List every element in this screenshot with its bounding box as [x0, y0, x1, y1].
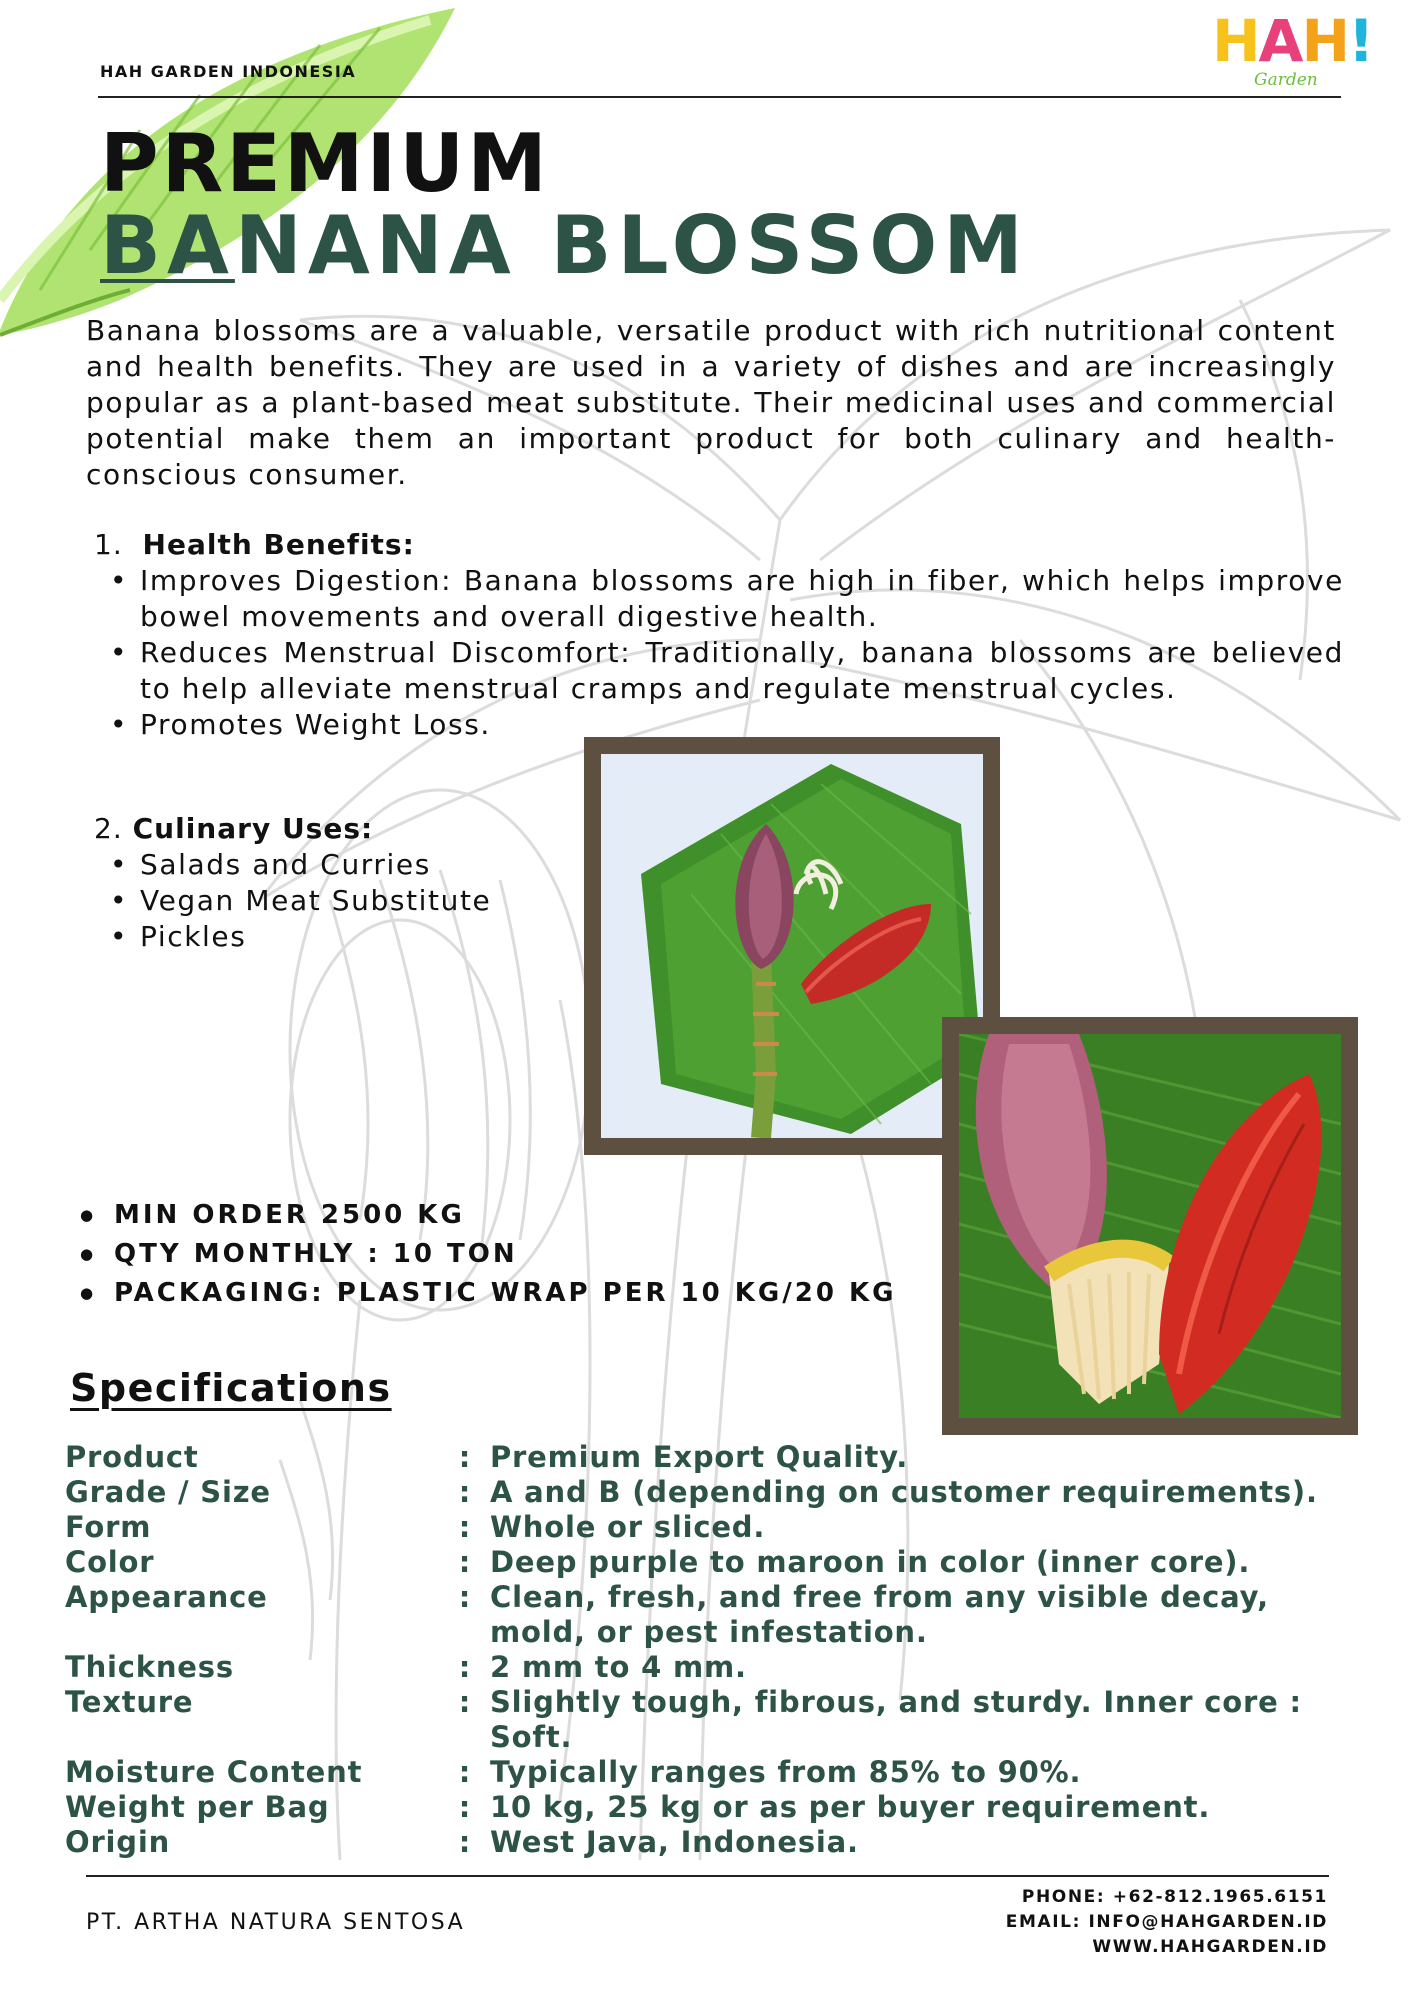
- spec-value: Clean, fresh, and free from any visible decay, mold, or pest infestation.: [490, 1580, 1269, 1649]
- health-benefits-list: [88, 563, 1344, 743]
- spec-separator: :: [458, 1545, 472, 1579]
- spec-row: [65, 1650, 1355, 1685]
- section-number: 1.: [94, 528, 123, 561]
- spec-value: Slightly tough, fibrous, and sturdy. Inner core : Soft.: [490, 1685, 1302, 1754]
- spec-key: Moisture Content: [65, 1755, 363, 1789]
- section-heading: [94, 527, 1344, 563]
- spec-value: 10 kg, 25 kg or as per buyer requirement.: [490, 1790, 1211, 1824]
- photo-banana-blossom-closeup: [942, 1017, 1358, 1435]
- photo-banana-blossom-on-leaf: [584, 737, 1000, 1155]
- banana-blossom-closeup-image: [959, 1034, 1341, 1418]
- section-title: Culinary Uses:: [132, 812, 374, 845]
- footer-email: EMAIL: INFO@HAHGARDEN.ID: [1005, 1912, 1328, 1932]
- spec-key: Product: [65, 1440, 199, 1474]
- footer-divider: [86, 1875, 1329, 1877]
- spec-row: [65, 1790, 1355, 1825]
- specifications-table: [65, 1440, 1355, 1860]
- monthly-quantity: ● QTY MONTHLY : 10 TON: [80, 1235, 896, 1274]
- footer-contact: [900, 1885, 1328, 1960]
- spec-key: Color: [65, 1545, 155, 1579]
- spec-key: Weight per Bag: [65, 1790, 330, 1824]
- list-item: • Improves Digestion: Banana blossoms are high in fiber, which helps improve bowel movements and overall digestive health.: [88, 563, 1344, 635]
- footer-website: WWW.HAHGARDEN.ID: [1092, 1937, 1328, 1957]
- spec-row: [65, 1510, 1355, 1545]
- culinary-uses-section: [94, 811, 614, 955]
- spec-value: West Java, Indonesia.: [490, 1825, 859, 1859]
- header-divider: [98, 96, 1341, 98]
- spec-key: Form: [65, 1510, 152, 1544]
- title-line-banana-blossom: [100, 200, 1029, 292]
- order-info-list: [80, 1196, 896, 1313]
- list-item: • Promotes Weight Loss.: [88, 707, 1344, 743]
- spec-separator: :: [458, 1790, 472, 1824]
- packaging-info: ● PACKAGING: PLASTIC WRAP PER 10 KG/20 KG: [80, 1274, 896, 1313]
- title-rest: NANA BLOSSOM: [234, 199, 1029, 292]
- spec-separator: :: [458, 1650, 472, 1684]
- list-item: • Vegan Meat Substitute: [88, 883, 614, 919]
- health-benefits-section: [94, 527, 1344, 743]
- culinary-uses-list: [88, 847, 614, 955]
- spec-separator: :: [458, 1510, 472, 1544]
- spec-row: [65, 1685, 1355, 1755]
- spec-value: 2 mm to 4 mm.: [490, 1650, 747, 1684]
- logo-subtext: Garden: [1254, 70, 1318, 90]
- spec-separator: :: [458, 1580, 472, 1614]
- spec-key: Grade / Size: [65, 1475, 271, 1509]
- list-item: • Salads and Curries: [88, 847, 614, 883]
- spec-value: A and B (depending on customer requirements).: [490, 1475, 1318, 1509]
- intro-paragraph: Banana blossoms are a valuable, versatile product with rich nutritional content and health benefits. They are used in a variety of dishes and are increasingly popular as a plant-based meat substitute. Their medicinal uses and commercial potential make them an important product for both culinary and health-conscious consumer.: [86, 314, 1336, 491]
- title-underlined-part: BA: [100, 199, 235, 292]
- spec-key: Thickness: [65, 1650, 234, 1684]
- spec-row: [65, 1475, 1355, 1510]
- title-line-premium: PREMIUM: [100, 117, 550, 210]
- banana-blossom-image: [601, 754, 983, 1138]
- logo-wordmark: HAH!: [1212, 7, 1373, 75]
- spec-row: [65, 1755, 1355, 1790]
- list-item: • Reduces Menstrual Discomfort: Traditionally, banana blossoms are believed to help alleviate menstrual cramps and regulate menstrual cycles.: [88, 635, 1344, 707]
- company-name-header: HAH GARDEN INDONESIA: [100, 62, 357, 81]
- section-title: Health Benefits:: [142, 528, 415, 561]
- spec-row: [65, 1545, 1355, 1580]
- specifications-title: Specifications: [70, 1366, 392, 1410]
- spec-value: Whole or sliced.: [490, 1510, 766, 1544]
- spec-row: [65, 1580, 1355, 1650]
- spec-value: Typically ranges from 85% to 90%.: [490, 1755, 1082, 1789]
- list-item: • Pickles: [88, 919, 614, 955]
- footer-phone: PHONE: +62-812.1965.6151: [1021, 1887, 1328, 1907]
- spec-separator: :: [458, 1755, 472, 1789]
- hah-garden-logo: [1212, 6, 1373, 96]
- min-order: ● MIN ORDER 2500 KG: [80, 1196, 896, 1235]
- footer-company-name: PT. ARTHA NATURA SENTOSA: [86, 1910, 466, 1935]
- spec-row: [65, 1440, 1355, 1475]
- spec-key: Texture: [65, 1685, 194, 1719]
- spec-separator: :: [458, 1685, 472, 1719]
- section-heading: [94, 811, 614, 847]
- spec-value: Premium Export Quality.: [490, 1440, 909, 1474]
- spec-key: Appearance: [65, 1580, 268, 1614]
- spec-row: [65, 1825, 1355, 1860]
- spec-value: Deep purple to maroon in color (inner core).: [490, 1545, 1251, 1579]
- section-number: 2.: [94, 812, 123, 845]
- spec-key: Origin: [65, 1825, 171, 1859]
- spec-separator: :: [458, 1440, 472, 1474]
- spec-separator: :: [458, 1825, 472, 1859]
- spec-separator: :: [458, 1475, 472, 1509]
